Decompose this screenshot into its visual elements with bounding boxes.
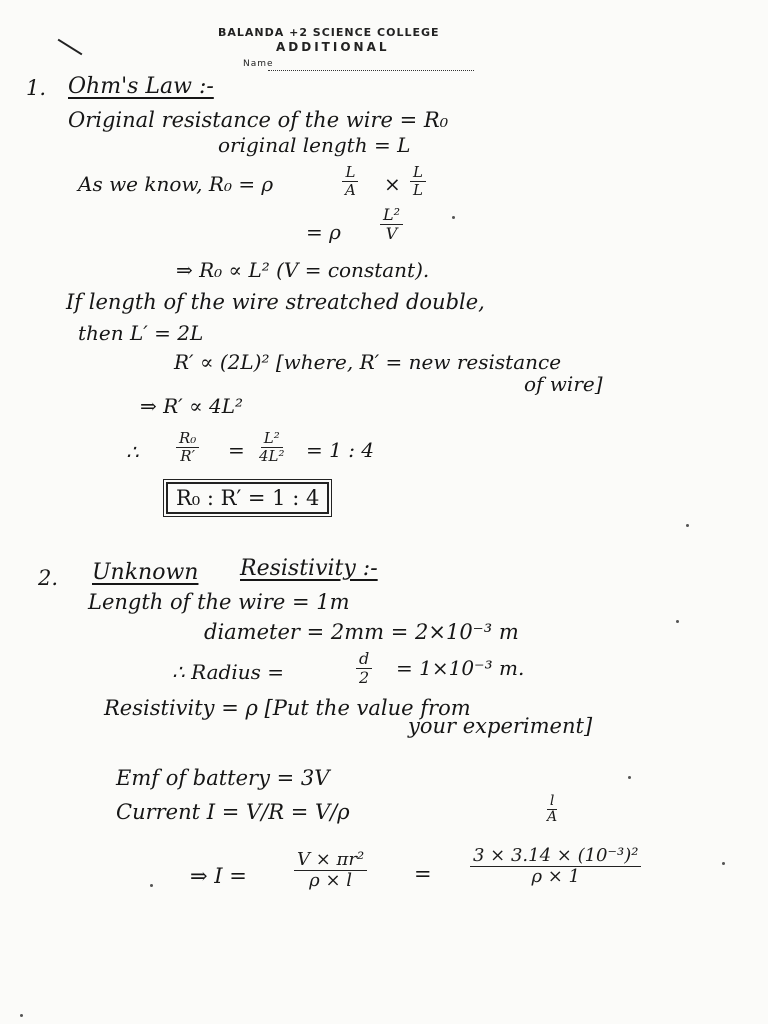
s1-result-box: R₀ : R′ = 1 : 4 [166, 482, 329, 514]
s1-then-l-prime: then L′ = 2L [78, 321, 204, 345]
s1-line-original-resistance: Original resistance of the wire = R₀ [68, 108, 449, 132]
s2-current: Current I = V/R = V/ρ [116, 800, 350, 824]
s1-r-prime-4l2: ⇒ R′ ∝ 4L² [140, 394, 243, 418]
pen-stroke [58, 39, 83, 56]
s1-line-as-we-know: As we know, R₀ = ρ [78, 172, 274, 196]
subject-title: ADDITIONAL [276, 40, 390, 54]
frac-r0-over-r-prime: $\frac{\text{R₀}}{R'}$ [176, 430, 199, 464]
scan-speck [628, 776, 631, 779]
s1-of-wire: of wire] [524, 372, 603, 396]
s2-emf: Emf of battery = 3V [116, 766, 330, 790]
scan-speck [676, 620, 679, 623]
section2-title-a: Unknown [92, 560, 199, 585]
s1-stretched-double: If length of the wire streatched double, [66, 290, 485, 314]
college-name: BALANDA +2 SCIENCE COLLEGE [218, 26, 440, 39]
frac-i-formula: $\frac{\text{V × πr²}}{\rho \times l}$ [294, 850, 367, 891]
frac-d-over-2: $\frac{d}{2}$ [356, 650, 372, 686]
section2-title-b: Resistivity :- [240, 556, 378, 581]
frac-l2-over-v: $\frac{\text{L²}}{V}$ [380, 206, 403, 242]
therefore-sign: ∴ [126, 440, 139, 464]
scan-speck [150, 884, 153, 887]
frac-l2-over-4l2: $\frac{\text{L²}}{\text{4L²}}$ [259, 429, 285, 465]
name-line [268, 70, 474, 72]
name-label: Name [243, 59, 274, 69]
s2-radius-value: = 1×10⁻³ m. [396, 656, 525, 680]
s2-diameter: diameter = 2mm = 2×10⁻³ m [204, 620, 519, 644]
s1-ratio-value: = 1 : 4 [306, 438, 375, 462]
times-sign: × [384, 172, 401, 196]
frac-l-over-l: $\frac{L}{L}$ [410, 164, 426, 198]
scan-speck [686, 524, 689, 527]
s1-equals-a: = [228, 438, 245, 462]
s2-your-experiment: your experiment] [408, 714, 593, 738]
section1-title: Ohm's Law :- [68, 74, 214, 99]
s1-equals-rho: = ρ [306, 220, 341, 244]
s2-implies-i: ⇒ I = [190, 864, 247, 888]
s1-line-original-length: original length = L [218, 133, 411, 157]
s2-resistivity: Resistivity = ρ [Put the value from [104, 696, 471, 720]
s2-radius: ∴ Radius = [172, 660, 284, 684]
s1-r0-proportional: ⇒ R₀ ∝ L² (V = constant). [176, 258, 430, 282]
scan-speck [452, 216, 455, 219]
section2-number: 2. [38, 566, 59, 590]
s2-equals-b: = [414, 862, 432, 886]
frac-l-over-a: $\frac{L}{A}$ [342, 164, 359, 198]
scan-speck [722, 862, 725, 865]
frac-l-over-a-small: $\frac{l}{A}$ [547, 793, 558, 826]
section1-number: 1. [26, 76, 47, 100]
s1-r-prime-where: R′ ∝ (2L)² [where, R′ = new resistance [174, 350, 562, 374]
s2-length-of-wire: Length of the wire = 1m [88, 590, 350, 614]
frac-i-value: $\frac{\text{3 × 3.14 × (10⁻³)²}}{\rho \times 1}$ [470, 846, 641, 887]
scan-speck [20, 1014, 23, 1017]
